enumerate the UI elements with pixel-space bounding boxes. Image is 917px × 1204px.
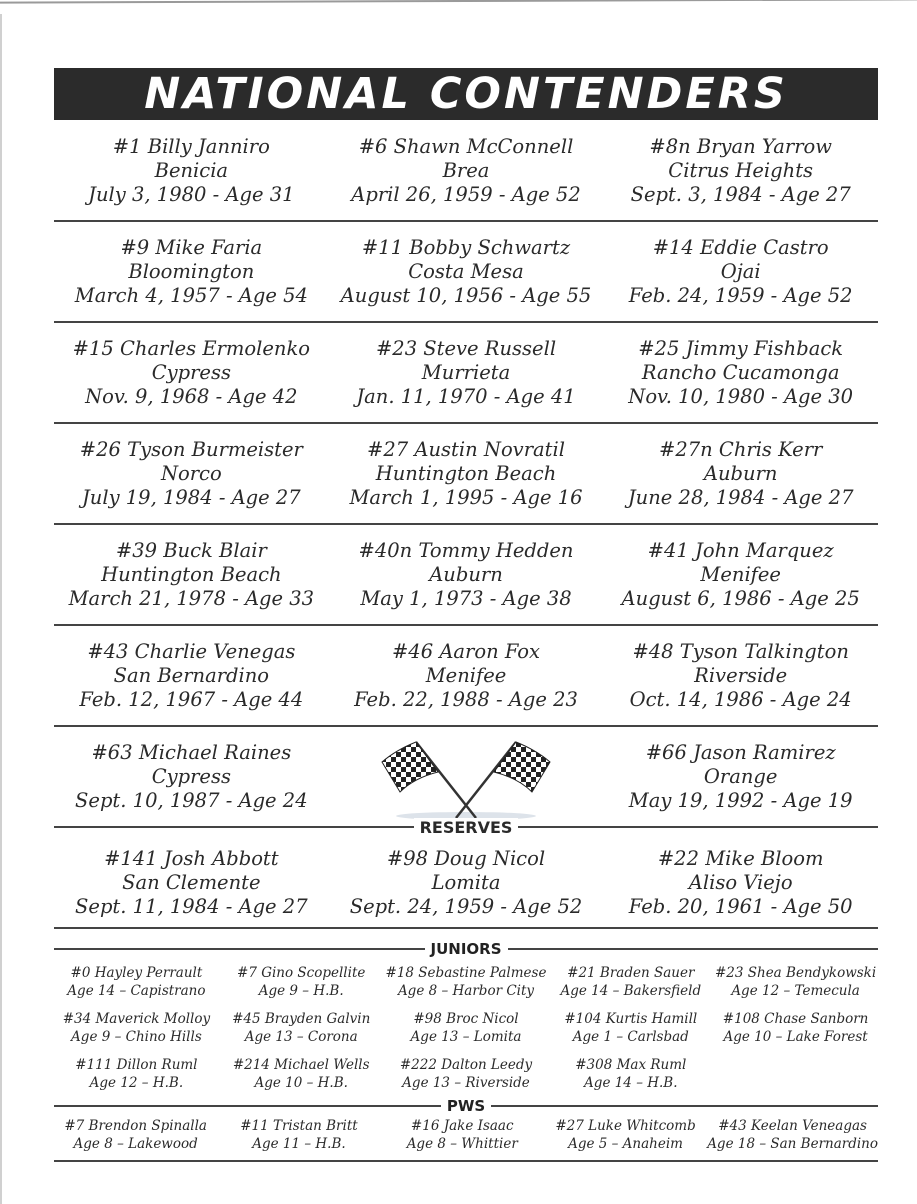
pws-card [544, 1117, 707, 1153]
contender-dob: April 26, 1959 - Age 52 [351, 182, 581, 206]
pws-grid [54, 1117, 878, 1153]
junior-info: Age 13 – Lomita [410, 1029, 522, 1045]
contender-card [603, 323, 878, 422]
junior-name: #108 Chase Sanborn [722, 1011, 869, 1027]
junior-name: #222 Dalton Leedy [399, 1057, 533, 1073]
contender-city: Huntington Beach [375, 461, 557, 485]
junior-info: Age 9 – H.B. [258, 983, 344, 999]
contender-dob: July 19, 1984 - Age 27 [81, 485, 301, 509]
contender-card [603, 525, 878, 624]
contender-card [54, 525, 329, 624]
contender-card [329, 626, 604, 725]
reserve-dob: Sept. 24, 1959 - Age 52 [349, 894, 583, 918]
pws-name: #7 Brendon Spinalla [64, 1118, 207, 1134]
reserve-card [603, 838, 878, 927]
junior-name: #214 Michael Wells [232, 1057, 370, 1073]
junior-card [548, 964, 713, 1010]
contender-city: Rancho Cucamonga [641, 360, 840, 384]
empty-slot [713, 1056, 878, 1096]
pws-name: #16 Jake Isaac [410, 1118, 514, 1134]
contender-name: #11 Bobby Schwartz [361, 235, 571, 259]
junior-card [548, 1056, 713, 1096]
reserve-dob: Feb. 20, 1961 - Age 50 [628, 894, 853, 918]
contender-row [54, 727, 878, 828]
contender-row [54, 525, 878, 626]
bottom-divider [54, 1160, 878, 1162]
junior-info: Age 12 – Temecula [731, 983, 860, 999]
contender-dob: August 6, 1986 - Age 25 [621, 586, 860, 610]
contender-city: Menifee [700, 562, 781, 586]
junior-info: Age 14 – Capistrano [67, 983, 206, 999]
contender-card [603, 626, 878, 725]
contender-dob: March 1, 1995 - Age 16 [349, 485, 583, 509]
contender-card [603, 222, 878, 321]
pws-name: #43 Keelan Veneagas [718, 1118, 867, 1134]
contender-city: Brea [442, 158, 490, 182]
contender-name: #63 Michael Raines [91, 740, 292, 764]
pws-info: Age 8 – Whittier [406, 1136, 518, 1152]
junior-info: Age 13 – Riverside [402, 1075, 530, 1091]
contender-card [54, 626, 329, 725]
contender-row [54, 323, 878, 424]
contender-name: #46 Aaron Fox [391, 639, 541, 663]
reserve-dob: Sept. 11, 1984 - Age 27 [75, 894, 308, 918]
juniors-grid [54, 964, 878, 1096]
checkered-flags-graphic [376, 732, 556, 822]
contender-name: #8n Bryan Yarrow [649, 134, 832, 158]
junior-card [713, 1010, 878, 1056]
contenders-grid [54, 121, 878, 929]
contender-name: #25 Jimmy Fishback [638, 336, 844, 360]
contender-city: Norco [160, 461, 222, 485]
contender-card [329, 121, 604, 220]
contender-dob: March 4, 1957 - Age 54 [74, 283, 308, 307]
junior-info: Age 8 – Harbor City [397, 983, 535, 999]
reserve-city: San Clemente [122, 870, 261, 894]
contender-name: #26 Tyson Burmeister [79, 437, 303, 461]
contender-dob: August 10, 1956 - Age 55 [340, 283, 592, 307]
contender-city: Benicia [154, 158, 229, 182]
contender-card [603, 424, 878, 523]
contender-city: Citrus Heights [668, 158, 814, 182]
pws-card [217, 1117, 380, 1153]
contender-name: #39 Buck Blair [115, 538, 267, 562]
junior-card [384, 964, 549, 1010]
junior-name: #34 Maverick Molloy [62, 1011, 211, 1027]
reserve-city: Lomita [431, 870, 501, 894]
contender-name: #6 Shawn McConnell [358, 134, 574, 158]
contender-name: #14 Eddie Castro [652, 235, 829, 259]
reserves-row [54, 818, 878, 929]
reserve-name: #22 Mike Bloom [657, 846, 824, 870]
junior-name: #98 Broc Nicol [413, 1011, 519, 1027]
contender-dob: Feb. 22, 1988 - Age 23 [354, 687, 578, 711]
divider [54, 1105, 441, 1107]
junior-info: Age 12 – H.B. [89, 1075, 184, 1091]
contender-card [603, 121, 878, 220]
juniors-heading [54, 940, 878, 958]
junior-name: #0 Hayley Perrault [70, 965, 203, 981]
contender-dob: Nov. 10, 1980 - Age 30 [628, 384, 854, 408]
junior-name: #45 Brayden Galvin [232, 1011, 371, 1027]
contender-city: Bloomington [128, 259, 255, 283]
pws-info: Age 11 – H.B. [252, 1136, 346, 1152]
junior-info: Age 13 – Corona [244, 1029, 358, 1045]
contender-card [54, 323, 329, 422]
junior-card [384, 1010, 549, 1056]
junior-name: #18 Sebastine Palmese [385, 965, 547, 981]
junior-name: #111 Dillon Ruml [75, 1057, 198, 1073]
contender-city: Orange [703, 764, 778, 788]
contender-city: Cypress [151, 764, 231, 788]
contender-row [54, 626, 878, 727]
junior-name: #23 Shea Bendykowski [714, 965, 877, 981]
contender-card [54, 424, 329, 523]
pws-name: #11 Tristan Britt [240, 1118, 358, 1134]
contender-dob: Sept. 10, 1987 - Age 24 [75, 788, 308, 812]
contender-city: Ojai [720, 259, 761, 283]
junior-info: Age 14 – Bakersfield [560, 983, 702, 999]
junior-card [219, 1010, 384, 1056]
contender-card [329, 323, 604, 422]
contender-row [54, 222, 878, 323]
contender-card [54, 222, 329, 321]
contender-card [329, 424, 604, 523]
contender-dob: Feb. 24, 1959 - Age 52 [628, 283, 853, 307]
contender-name: #41 John Marquez [647, 538, 834, 562]
junior-card [384, 1056, 549, 1096]
scan-edge [0, 0, 917, 22]
contender-name: #23 Steve Russell [375, 336, 557, 360]
contender-name: #66 Jason Ramirez [645, 740, 836, 764]
juniors-row [54, 964, 878, 1010]
junior-info: Age 14 – H.B. [584, 1075, 678, 1091]
pws-heading [54, 1097, 878, 1115]
divider [491, 1105, 878, 1107]
pws-label: PWS [446, 1097, 486, 1115]
junior-name: #7 Gino Scopellite [237, 965, 366, 981]
contender-city: Costa Mesa [408, 259, 524, 283]
contender-name: #40n Tommy Hedden [358, 538, 574, 562]
junior-info: Age 10 – Lake Forest [723, 1029, 868, 1045]
contender-city: Murrieta [421, 360, 511, 384]
contender-dob: June 28, 1984 - Age 27 [627, 485, 854, 509]
reserves-heading [54, 818, 878, 837]
pws-card [707, 1117, 878, 1153]
junior-card [54, 1010, 219, 1056]
junior-card [54, 1056, 219, 1096]
contender-city: Auburn [429, 562, 503, 586]
contender-city: Menifee [425, 663, 507, 687]
contender-row [54, 121, 878, 222]
contender-card [54, 121, 329, 220]
contender-city: Huntington Beach [101, 562, 282, 586]
contender-dob: July 3, 1980 - Age 31 [88, 182, 295, 206]
reserves-label: RESERVES [414, 818, 519, 837]
contender-name: #48 Tyson Talkington [632, 639, 849, 663]
contender-dob: May 1, 1973 - Age 38 [360, 586, 572, 610]
reserve-city: Aliso Viejo [688, 870, 793, 894]
contender-name: #27n Chris Kerr [658, 437, 823, 461]
scan-edge-left [0, 14, 2, 1204]
contender-dob: Oct. 14, 1986 - Age 24 [629, 687, 852, 711]
contender-dob: Feb. 12, 1967 - Age 44 [79, 687, 304, 711]
page-title: NATIONAL CONTENDERS [54, 68, 878, 120]
junior-card [713, 964, 878, 1010]
contender-city: San Bernardino [113, 663, 270, 687]
pws-card [54, 1117, 217, 1153]
pws-info: Age 18 – San Bernardino [707, 1136, 878, 1152]
contender-card [329, 525, 604, 624]
pws-row [54, 1117, 878, 1153]
reserve-name: #141 Josh Abbott [104, 846, 279, 870]
divider [54, 948, 425, 950]
contender-card [603, 727, 878, 826]
junior-card [548, 1010, 713, 1056]
junior-name: #104 Kurtis Hamill [564, 1011, 698, 1027]
reserve-name: #98 Doug Nicol [386, 846, 546, 870]
contender-name: #9 Mike Faria [120, 235, 263, 259]
contender-row [54, 424, 878, 525]
juniors-label: JUNIORS [430, 940, 502, 958]
juniors-row [54, 1010, 878, 1056]
pws-info: Age 8 – Lakewood [73, 1136, 198, 1152]
contender-name: #1 Billy Janniro [112, 134, 270, 158]
pws-info: Age 5 – Anaheim [568, 1136, 683, 1152]
junior-name: #308 Max Ruml [575, 1057, 687, 1073]
contender-name: #43 Charlie Venegas [87, 639, 296, 663]
junior-card [219, 1056, 384, 1096]
divider [508, 948, 879, 950]
reserve-card [329, 838, 604, 927]
junior-name: #21 Braden Sauer [567, 965, 695, 981]
checkered-flags-icon [329, 727, 604, 826]
junior-card [54, 964, 219, 1010]
contender-name: #27 Austin Novratil [367, 437, 565, 461]
pws-name: #27 Luke Whitcomb [555, 1118, 696, 1134]
contender-dob: Nov. 9, 1968 - Age 42 [85, 384, 298, 408]
pws-card [381, 1117, 544, 1153]
contender-card [54, 727, 329, 826]
junior-card [219, 964, 384, 1010]
contender-city: Riverside [694, 663, 788, 687]
contender-dob: Jan. 11, 1970 - Age 41 [356, 384, 576, 408]
contender-dob: Sept. 3, 1984 - Age 27 [630, 182, 851, 206]
junior-info: Age 10 – H.B. [254, 1075, 348, 1091]
junior-info: Age 1 – Carlsbad [572, 1029, 689, 1045]
junior-info: Age 9 – Chino Hills [71, 1029, 202, 1045]
reserve-card [54, 838, 329, 927]
contender-dob: May 19, 1992 - Age 19 [628, 788, 853, 812]
contender-dob: March 21, 1978 - Age 33 [68, 586, 315, 610]
juniors-row [54, 1056, 878, 1096]
contender-name: #15 Charles Ermolenko [72, 336, 311, 360]
contender-card [329, 222, 604, 321]
contender-city: Cypress [151, 360, 231, 384]
contender-city: Auburn [703, 461, 778, 485]
